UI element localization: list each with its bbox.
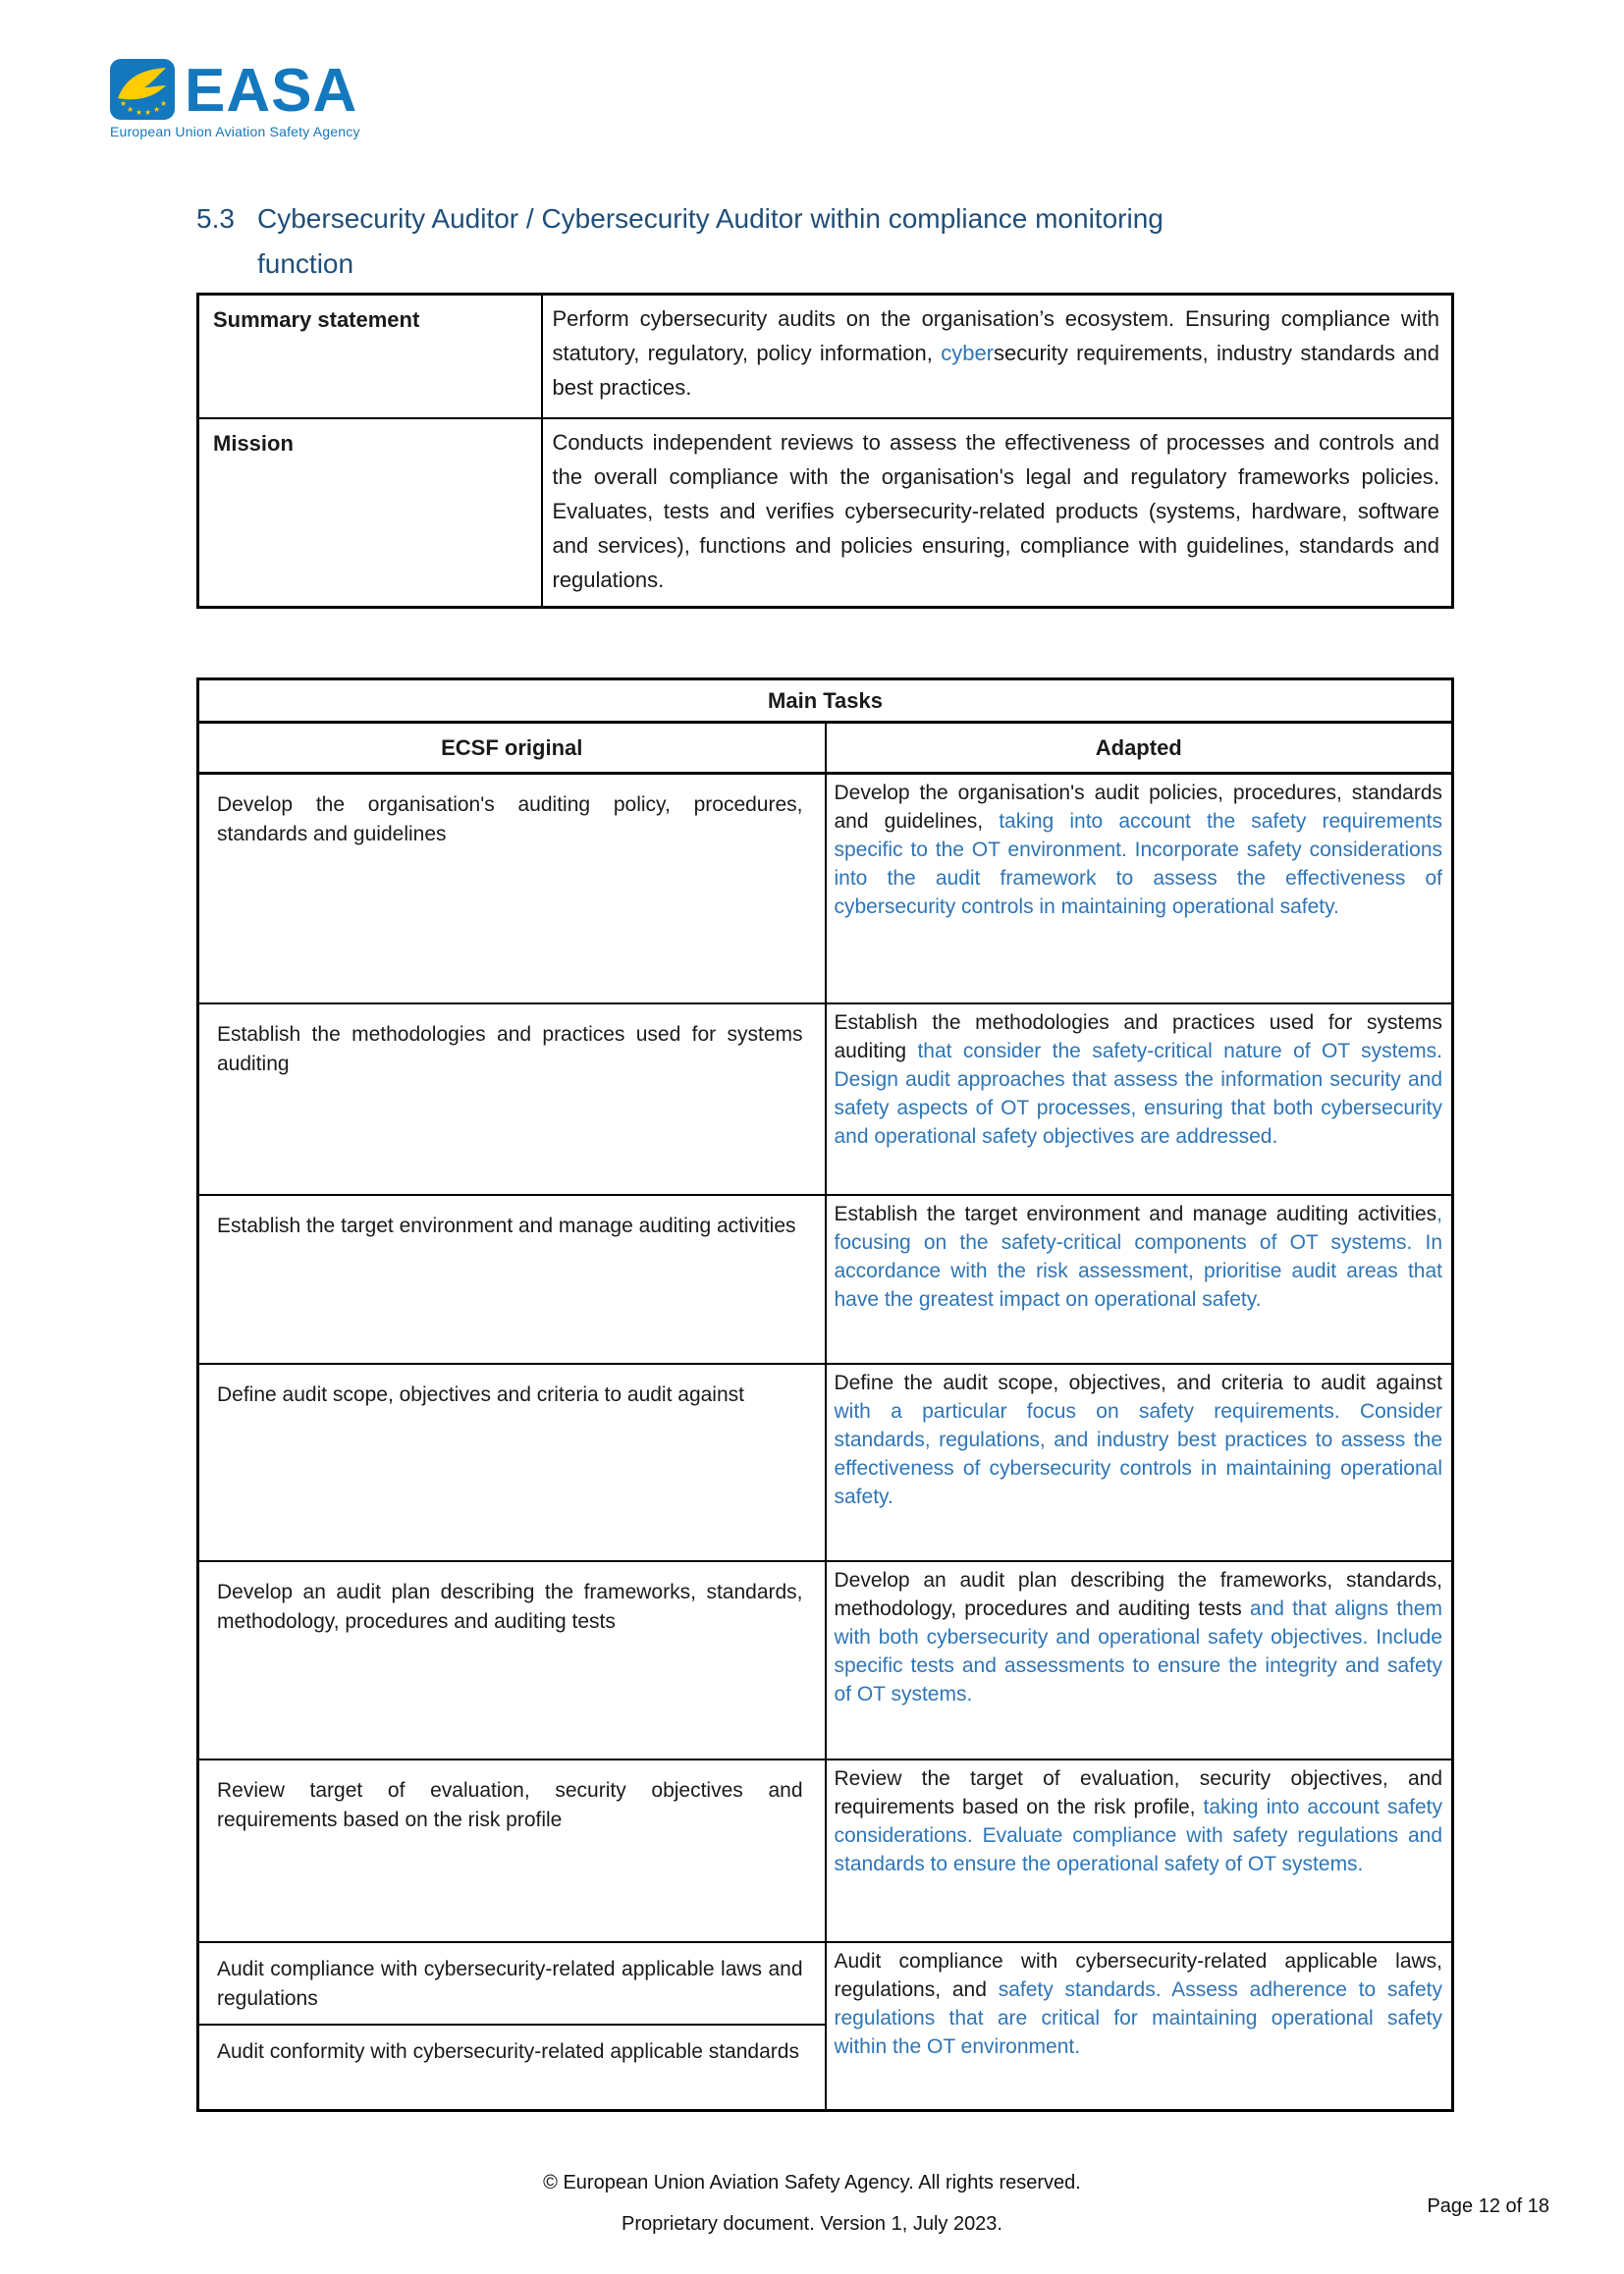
ecsf-cell: Review target of evaluation, security objectives and requirements based on the risk profile [198, 1760, 826, 1942]
ecsf-cell: Develop an audit plan describing the frameworks, standards, methodology, procedures and auditing tests [198, 1561, 826, 1760]
easa-wordmark: EASA [185, 57, 358, 125]
adapted-addition: safety standards. Assess adherence to safety regulations that are critical for maintaining operational safety within the OT environment. [834, 1977, 1443, 2058]
svg-text:★: ★ [135, 108, 143, 117]
heading-text-line2: function [257, 248, 354, 279]
main-tasks-title: Main Tasks [198, 679, 1453, 723]
easa-bird-stars-icon [110, 59, 175, 120]
main-tasks-header-row [198, 723, 1453, 774]
task-row [198, 1561, 1453, 1760]
svg-text:★: ★ [120, 99, 128, 108]
footer [0, 2162, 1624, 2245]
adapted-addition: taking into account the safety requirements specific to the OT environment. Incorporate safety considerations into the audit framework to assess the effectiveness of cybersecurity controls in maintaining operational safety. [834, 810, 1443, 918]
adapted-cell: Establish the methodologies and practices used for systems auditing that consider the safety-critical nature of OT systems. Design audit approaches that assess the information security and safety aspects of OT processes, ensuring that both cybersecurity and operational safety objectives are addressed. [826, 1003, 1453, 1195]
adapted-addition: taking into account safety considerations. Evaluate compliance with safety regulations and standards to ensure the operational safety of OT systems. [834, 1795, 1443, 1875]
mission-row [198, 418, 1453, 608]
mission-label: Mission [198, 418, 542, 608]
task-row [198, 1195, 1453, 1364]
ecsf-cell: Define audit scope, objectives and criteria to audit against [198, 1364, 826, 1561]
summary-row [198, 295, 1453, 418]
svg-text:★: ★ [153, 105, 161, 114]
task-row [198, 1364, 1453, 1561]
main-tasks-table [196, 677, 1454, 2112]
main-tasks-title-row [198, 679, 1453, 723]
task-row [198, 1003, 1453, 1195]
task-row [198, 774, 1453, 1003]
easa-tagline: European Union Aviation Safety Agency [110, 124, 360, 139]
adapted-cell: Develop the organisation's audit policies, procedures, standards and guidelines, taking into account the safety requirements specific to the OT environment. Incorporate safety considerations into the audit framework to assess the effectiveness of cybersecurity controls in maintaining operational safety. [826, 774, 1453, 1003]
column-header-adapted: Adapted [826, 723, 1453, 774]
ecsf-cell: Establish the methodologies and practices used for systems auditing [198, 1003, 826, 1195]
svg-text:★: ★ [127, 105, 135, 114]
summary-text: Perform cybersecurity audits on the organisation’s ecosystem. Ensuring compliance with statutory, regulatory, policy information, cybersecurity requirements, industry standards and best practices. [542, 295, 1453, 418]
adapted-cell: Review the target of evaluation, security objectives, and requirements based on the risk profile, taking into account safety considerations. Evaluate compliance with safety regulations and standards to ensure the operational safety of OT systems. [826, 1760, 1453, 1942]
summary-mission-table [196, 293, 1454, 609]
heading-text-line1: Cybersecurity Auditor / Cybersecurity Auditor within compliance monitoring [257, 203, 1164, 234]
heading-number: 5.3 [196, 203, 235, 234]
svg-text:★: ★ [160, 99, 168, 108]
adapted-cell: Define the audit scope, objectives, and criteria to audit against with a particular focus on safety requirements. Consider standards, regulations, and industry best practices to assess the effectiveness of cybersecurity controls in maintaining operational safety. [826, 1364, 1453, 1561]
highlighted-word: cyber [941, 341, 994, 365]
adapted-cell: Establish the target environment and manage auditing activities, focusing on the safety-critical components of OT systems. In accordance with the risk assessment, prioritise audit areas that have the greatest impact on operational safety. [826, 1195, 1453, 1364]
mission-text: Conducts independent reviews to assess the effectiveness of processes and controls and the overall compliance with the organisation's legal and regulatory frameworks policies. Evaluates, tests and verifies cybersecurity-related products (systems, hardware, software and services), functions and policies ensuring, compliance with guidelines, standards and regulations. [542, 418, 1453, 608]
task-row [198, 1942, 1453, 2025]
adapted-cell-merged: Audit compliance with cybersecurity-related applicable laws, regulations, and safety standards. Assess adherence to safety regulations that are critical for maintaining operational safety within the OT environment. [826, 1942, 1453, 2111]
adapted-cell: Develop an audit plan describing the frameworks, standards, methodology, procedures and auditing tests and that aligns them with both cybersecurity and operational safety objectives. Include specific tests and assessments to ensure the integrity and safety of OT systems. [826, 1561, 1453, 1760]
summary-label: Summary statement [198, 295, 542, 418]
task-row [198, 1760, 1453, 1942]
adapted-addition: , focusing on the safety-critical components of OT systems. In accordance with the risk assessment, prioritise audit areas that have the greatest impact on operational safety. [834, 1202, 1443, 1311]
footer-version: Proprietary document. Version 1, July 2023. [622, 2213, 1002, 2235]
ecsf-cell: Audit conformity with cybersecurity-related applicable standards [198, 2025, 826, 2111]
ecsf-cell: Develop the organisation's auditing policy, procedures, standards and guidelines [198, 774, 826, 1003]
adapted-addition: with a particular focus on safety requirements. Consider standards, regulations, and industry best practices to assess the effectiveness of cybersecurity controls in maintaining operational safety. [834, 1399, 1443, 1508]
section-heading [196, 196, 1453, 287]
easa-logo [110, 59, 360, 139]
ecsf-cell: Establish the target environment and manage auditing activities [198, 1195, 826, 1364]
footer-copyright: © European Union Aviation Safety Agency. All rights reserved. [543, 2172, 1081, 2193]
svg-text:★: ★ [144, 108, 152, 117]
adapted-addition: that consider the safety-critical nature of OT systems. Design audit approaches that assess the information security and safety aspects of OT processes, ensuring that both cybersecurity and operational safety objectives are addressed. [834, 1039, 1443, 1148]
column-header-ecsf: ECSF original [198, 723, 826, 774]
page-number: Page 12 of 18 [1427, 2195, 1549, 2217]
adapted-addition: and that aligns them with both cybersecurity and operational safety objectives. Include specific tests and assessments to ensure the integrity and safety of OT systems. [834, 1597, 1443, 1706]
ecsf-cell: Audit compliance with cybersecurity-related applicable laws and regulations [198, 1942, 826, 2025]
